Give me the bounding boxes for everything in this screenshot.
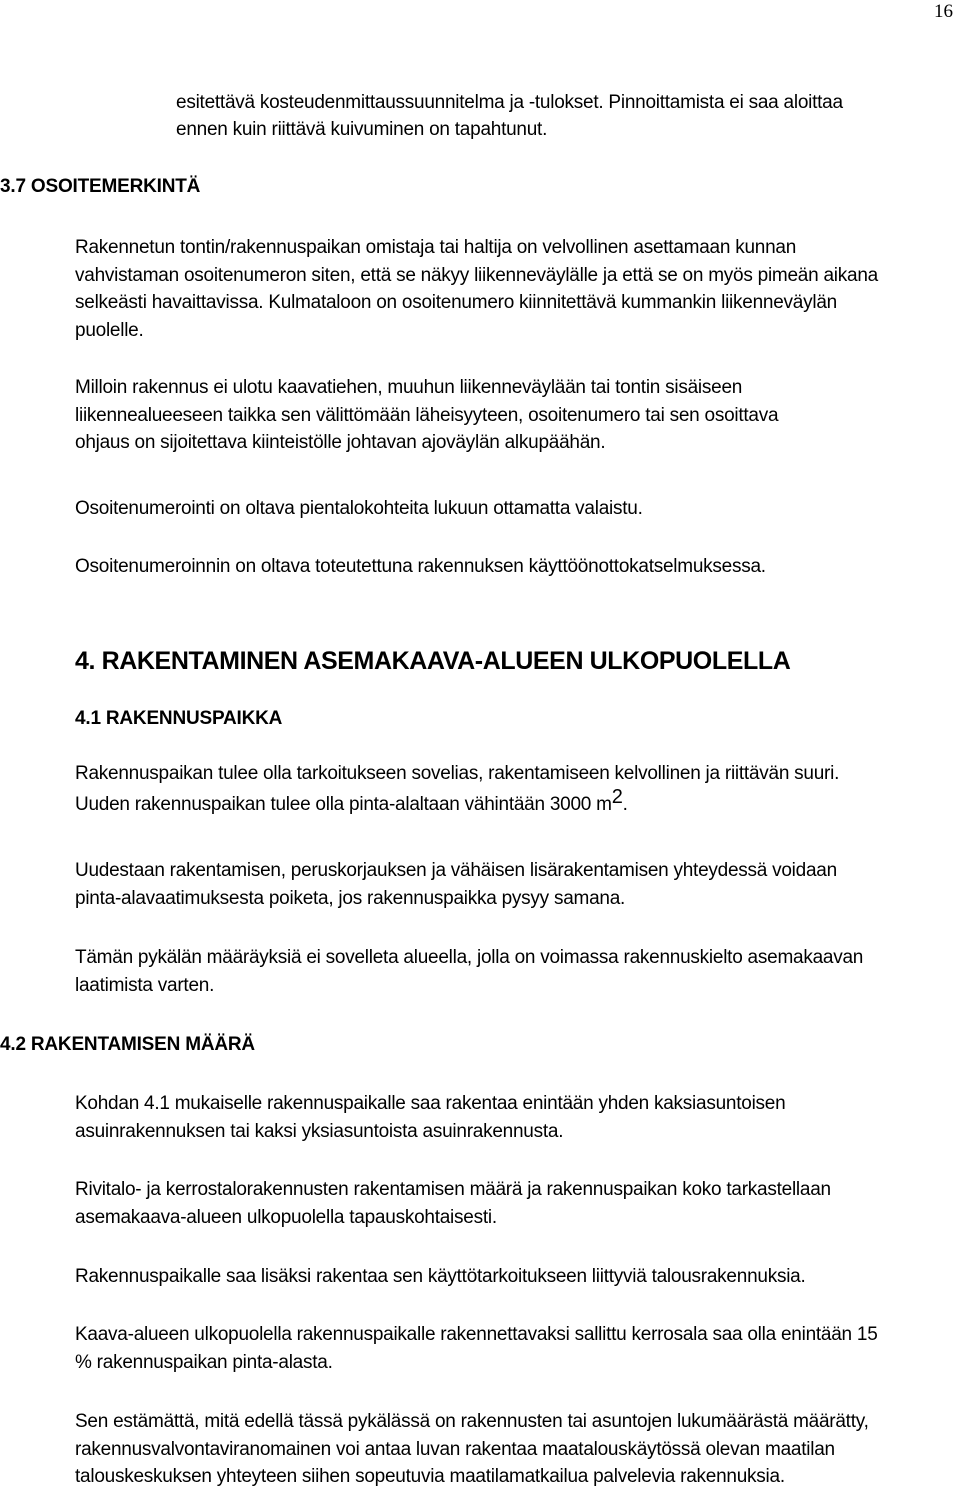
paragraph-exemption [75, 944, 955, 999]
paragraph-row-houses [75, 1176, 955, 1231]
text-line: selkeästi havaittavissa. Kulmataloon on osoitenumero kiinnitettävä kummankin liikenneväylän [75, 292, 837, 313]
continued-paragraph [176, 89, 843, 143]
text-line: asuinrakennuksen tai kaksi yksiasuntoista asuinrakennusta. [75, 1120, 564, 1142]
text-line: esitettävä kosteudenmittaussuunnitelma ja -tulokset. Pinnoittamista ei saa aloittaa [176, 92, 843, 113]
section-heading-4: 4. RAKENTAMINEN ASEMAKAAVA-ALUEEN ULKOPUOLELLA [75, 647, 791, 675]
text-line: asemakaava-alueen ulkopuolella tapauskohtaisesti. [75, 1206, 497, 1228]
text-line: puolelle. [75, 319, 144, 341]
text-line: talouskeskuksen yhteyteen siihen sopeutuvia maatilamatkailua palvelevia rakennuksia. [75, 1466, 785, 1487]
text-line: Kohdan 4.1 mukaiselle rakennuspaikalle saa rakentaa enintään yhden kaksiasuntoisen [75, 1093, 786, 1114]
text-fragment: Uuden rakennuspaikan tulee olla pinta-alaltaan vähintään 3000 m [75, 793, 612, 815]
text-line: Tämän pykälän määräyksiä ei sovelleta alueella, jolla on voimassa rakennuskielto asemakaavan [75, 947, 864, 968]
text-line [75, 785, 955, 819]
text-line: Rakennetun tontin/rakennuspaikan omistaja tai haltija on velvollinen asettamaan kunnan [75, 237, 797, 258]
superscript: 2 [611, 785, 623, 808]
paragraph-lighting [75, 495, 955, 523]
paragraph-outbuildings [75, 1263, 955, 1291]
text-line: Rivitalo- ja kerrostalorakennusten rakentamisen määrä ja rakennuspaikan koko tarkastellaan [75, 1179, 831, 1200]
text-line: Osoitenumeroinnin on oltava toteutettuna rakennuksen käyttöönottokatselmuksessa. [75, 556, 766, 577]
paragraph-reconstruction [75, 857, 955, 912]
text-line: vahvistaman osoitenumeron siten, että se näkyy liikenneväylälle ja että se on myös pimeän aikana [75, 264, 878, 286]
section-heading-3-7: 3.7 OSOITEMERKINTÄ [0, 176, 201, 197]
text-line: pinta-alavaatimuksesta poiketa, jos rakennuspaikka pysyy samana. [75, 887, 626, 909]
text-line: Kaava-alueen ulkopuolella rakennuspaikalle rakennettavaksi sallittu kerrosala saa olla enintään 15 [75, 1324, 878, 1345]
text-line: ohjaus on sijoitettava kiinteistölle johtavan ajoväylän alkupäähän. [75, 432, 606, 453]
paragraph-placement [75, 374, 955, 457]
text-line: Milloin rakennus ei ulotu kaavatiehen, muuhun liikenneväylään tai tontin sisäiseen [75, 377, 743, 398]
text-line: ennen kuin riittävä kuivuminen on tapahtunut. [176, 119, 548, 140]
text-line: Rakennuspaikan tulee olla tarkoitukseen sovelias, rakentamiseen kelvollinen ja riittävän suuri. [75, 763, 840, 784]
paragraph-farm-tourism [75, 1408, 955, 1491]
section-heading-4-2: 4.2 RAKENTAMISEN MÄÄRÄ [0, 1034, 255, 1055]
page-number: 16 [934, 1, 953, 22]
text-line: liikennealueeseen taikka sen välittömään läheisyyteen, osoitenumero tai sen osoittava [75, 404, 779, 426]
paragraph-building-amount [75, 1090, 955, 1145]
section-heading-4-1: 4.1 RAKENNUSPAIKKA [75, 708, 283, 729]
text-line: Uudestaan rakentamisen, peruskorjauksen ja vähäisen lisärakentamisen yhteydessä voidaan [75, 860, 837, 881]
paragraph-inspection [75, 553, 955, 581]
paragraph-building-site [75, 760, 955, 818]
text-line: Osoitenumerointi on oltava pientalokohteita lukuun ottamatta valaistu. [75, 498, 643, 519]
text-line: % rakennuspaikan pinta-alasta. [75, 1351, 333, 1373]
text-fragment: . [622, 793, 628, 815]
text-line: Rakennuspaikalle saa lisäksi rakentaa sen käyttötarkoitukseen liittyviä talousrakennuksia. [75, 1266, 806, 1287]
text-line: Sen estämättä, mitä edellä tässä pykälässä on rakennusten tai asuntojen lukumäärästä määrätty, [75, 1411, 869, 1432]
text-line: rakennusvalvontaviranomainen voi antaa luvan rakentaa maatalouskäytössä olevan maatilan [75, 1438, 835, 1460]
text-line: laatimista varten. [75, 974, 215, 996]
paragraph-owner-obligation [75, 234, 955, 344]
paragraph-floor-area [75, 1321, 955, 1376]
